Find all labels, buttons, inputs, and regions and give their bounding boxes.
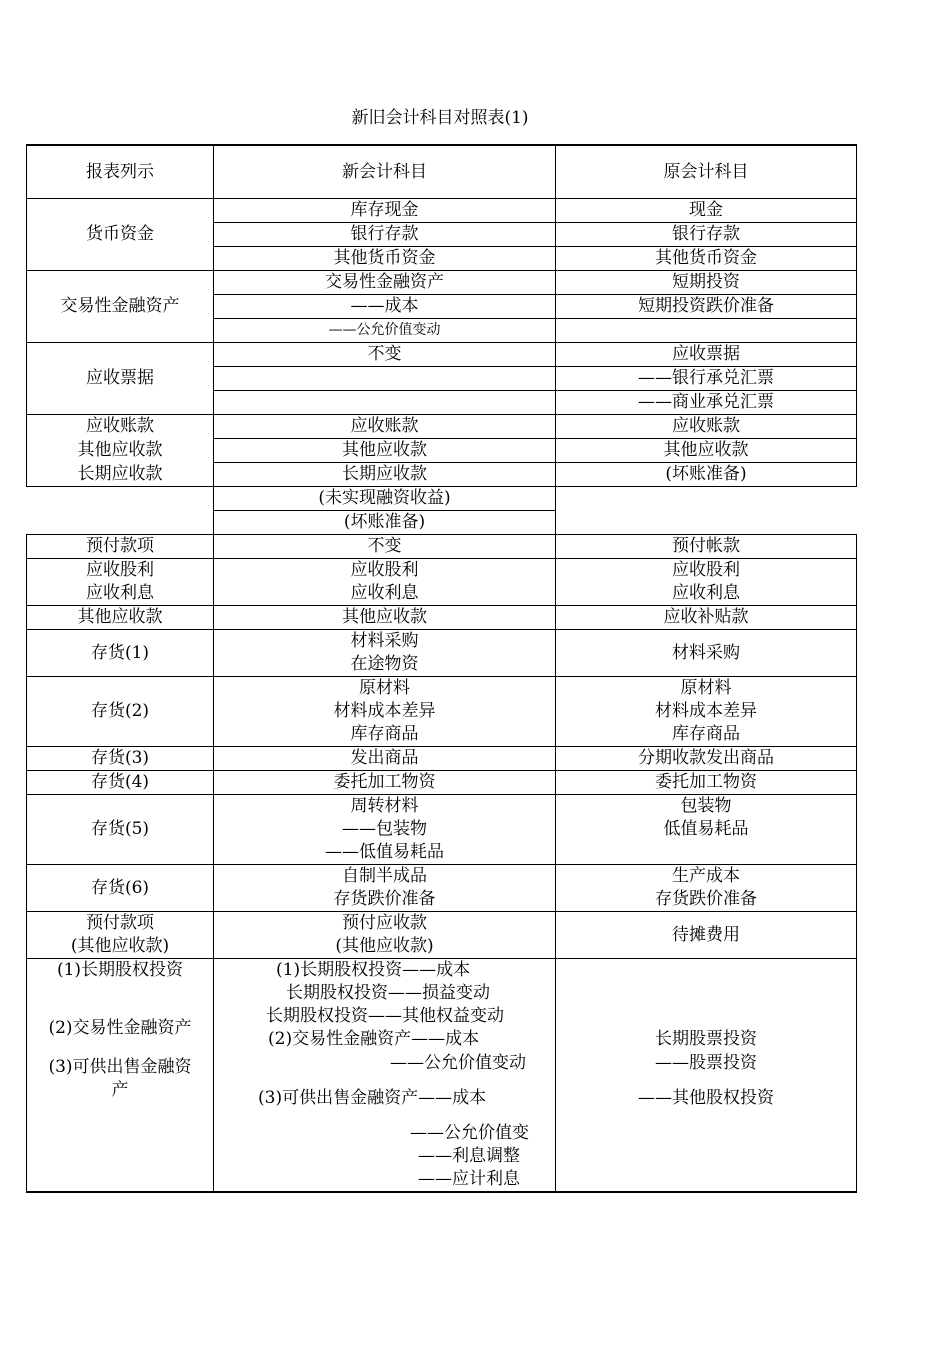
cell-old-account: 现金: [556, 199, 857, 223]
report-item-spacer: [29, 1040, 211, 1056]
cell-old-account: [556, 319, 857, 343]
cell-new-account: [214, 959, 556, 1193]
cell-new-account: 不变: [214, 535, 556, 559]
table-row: [27, 439, 857, 463]
cell-new-account: 自制半成品 存货跌价准备: [214, 865, 556, 912]
cell-report-item: 预付款项: [27, 535, 214, 559]
cell-report-item: 应收票据: [27, 343, 214, 415]
table-row: [27, 747, 857, 771]
table-row: [27, 271, 857, 295]
cell-new-account: 其他应收款: [214, 439, 556, 463]
cell-report-item: 其他应收款: [27, 606, 214, 630]
cell-new-account: 材料采购 在途物资: [214, 630, 556, 677]
cell-report-item: 应收股利 应收利息: [27, 559, 214, 606]
cell-old-account-empty: [556, 487, 857, 535]
cell-new-account: 应收股利 应收利息: [214, 559, 556, 606]
cell-old-account: 应收股利 应收利息: [556, 559, 857, 606]
table-row: [27, 415, 857, 439]
cell-report-item: 存货(4): [27, 771, 214, 795]
cell-old-account: 短期投资: [556, 271, 857, 295]
table-row: [27, 677, 857, 747]
cell-new-account: (未实现融资收益): [214, 487, 556, 511]
cell-old-account: 材料采购: [556, 630, 857, 677]
cell-old-account: 待摊费用: [556, 912, 857, 959]
cell-report-item: 其他应收款: [27, 439, 214, 463]
cell-old-account: [556, 959, 857, 1193]
old-account-line: ——其他股权投资: [638, 1088, 774, 1108]
account-comparison-table: [26, 144, 857, 1193]
cell-new-account: 其他货币资金: [214, 247, 556, 271]
cell-report-item: 存货(1): [27, 630, 214, 677]
new-account-line: ——公允价值变动: [390, 1053, 526, 1073]
cell-report-item: 预付款项 (其他应收款): [27, 912, 214, 959]
cell-new-account: 库存现金: [214, 199, 556, 223]
cell-old-account: 应收票据: [556, 343, 857, 367]
old-account-line: ——股票投资: [655, 1053, 757, 1073]
header-old-account: 原会计科目: [556, 145, 857, 199]
cell-report-item: 存货(5): [27, 795, 214, 865]
report-item-line: (1)长期股权投资: [56, 960, 184, 980]
cell-new-account: 银行存款: [214, 223, 556, 247]
cell-new-account: (坏账准备): [214, 511, 556, 535]
table-row: [27, 199, 857, 223]
report-item-line: (3)可供出售金融资: [48, 1057, 192, 1077]
cell-new-account: 发出商品: [214, 747, 556, 771]
cell-old-account: 包装物 低值易耗品: [556, 795, 857, 865]
cell-new-account: [214, 367, 556, 391]
cell-old-account: 其他货币资金: [556, 247, 857, 271]
cell-report-item: 交易性金融资产: [27, 271, 214, 343]
table-row: [27, 343, 857, 367]
cell-new-account: 其他应收款: [214, 606, 556, 630]
report-item-line: (2)交易性金融资产: [48, 1018, 192, 1038]
cell-old-account: 短期投资跌价准备: [556, 295, 857, 319]
cell-old-account: 生产成本 存货跌价准备: [556, 865, 857, 912]
new-account-line: ——应计利息: [418, 1169, 520, 1189]
cell-old-account: 应收补贴款: [556, 606, 857, 630]
new-account-line: ——公允价值变: [410, 1123, 529, 1143]
cell-old-account: 其他应收款: [556, 439, 857, 463]
cell-old-account: 预付帐款: [556, 535, 857, 559]
cell-old-account: 分期收款发出商品: [556, 747, 857, 771]
header-row: [27, 145, 857, 199]
cell-new-account: ——成本: [214, 295, 556, 319]
report-item-line: 产: [111, 1080, 129, 1100]
new-account-line: (1)长期股权投资——成本: [276, 960, 471, 980]
report-item-spacer: [29, 1005, 211, 1017]
table-row: [27, 630, 857, 677]
report-item-spacer: [29, 982, 211, 1005]
cell-new-account: 原材料 材料成本差异 库存商品: [214, 677, 556, 747]
header-new-account: 新会计科目: [214, 145, 556, 199]
cell-old-account: 银行存款: [556, 223, 857, 247]
old-account-line: 长期股票投资: [655, 1029, 757, 1049]
cell-new-account: 周转材料 ——包装物 ——低值易耗品: [214, 795, 556, 865]
table-row: [27, 865, 857, 912]
cell-new-account: 长期应收款: [214, 463, 556, 487]
table-row: [27, 959, 857, 1193]
cell-new-account: 预付应收款 (其他应收款): [214, 912, 556, 959]
new-account-line: (2)交易性金融资产——成本: [268, 1029, 480, 1049]
cell-new-account: [214, 391, 556, 415]
cell-old-account: ——商业承兑汇票: [556, 391, 857, 415]
cell-report-item: 存货(2): [27, 677, 214, 747]
cell-report-item: 长期应收款: [27, 463, 214, 487]
cell-old-account: 应收账款: [556, 415, 857, 439]
cell-old-account: ——银行承兑汇票: [556, 367, 857, 391]
new-account-line: (3)可供出售金融资产——成本: [258, 1088, 487, 1108]
new-account-line: ——利息调整: [418, 1146, 520, 1166]
cell-report-item: 存货(6): [27, 865, 214, 912]
table-row: [27, 606, 857, 630]
cell-old-account: 委托加工物资: [556, 771, 857, 795]
cell-new-account: 委托加工物资: [214, 771, 556, 795]
cell-report-item-empty: [27, 487, 214, 535]
header-report-item: 报表列示: [27, 145, 214, 199]
cell-new-account: 应收账款: [214, 415, 556, 439]
table-row: [27, 463, 857, 487]
cell-report-item: 货币资金: [27, 199, 214, 271]
table-row: [27, 771, 857, 795]
cell-old-account: (坏账准备): [556, 463, 857, 487]
table-row: [27, 912, 857, 959]
page-title: 新旧会计科目对照表(1): [351, 108, 529, 128]
table-row: [27, 535, 857, 559]
new-account-line: 长期股权投资——其他权益变动: [266, 1006, 504, 1026]
cell-report-item: 存货(3): [27, 747, 214, 771]
table-row: [27, 559, 857, 606]
cell-new-account: 交易性金融资产: [214, 271, 556, 295]
cell-report-item: [27, 959, 214, 1193]
new-account-line: 长期股权投资——损益变动: [286, 983, 490, 1003]
cell-report-item: 应收账款: [27, 415, 214, 439]
cell-new-account: 不变: [214, 343, 556, 367]
table-row: [27, 487, 857, 511]
cell-old-account: 原材料 材料成本差异 库存商品: [556, 677, 857, 747]
cell-new-account: ——公允价值变动: [214, 319, 556, 343]
table-row: [27, 795, 857, 865]
